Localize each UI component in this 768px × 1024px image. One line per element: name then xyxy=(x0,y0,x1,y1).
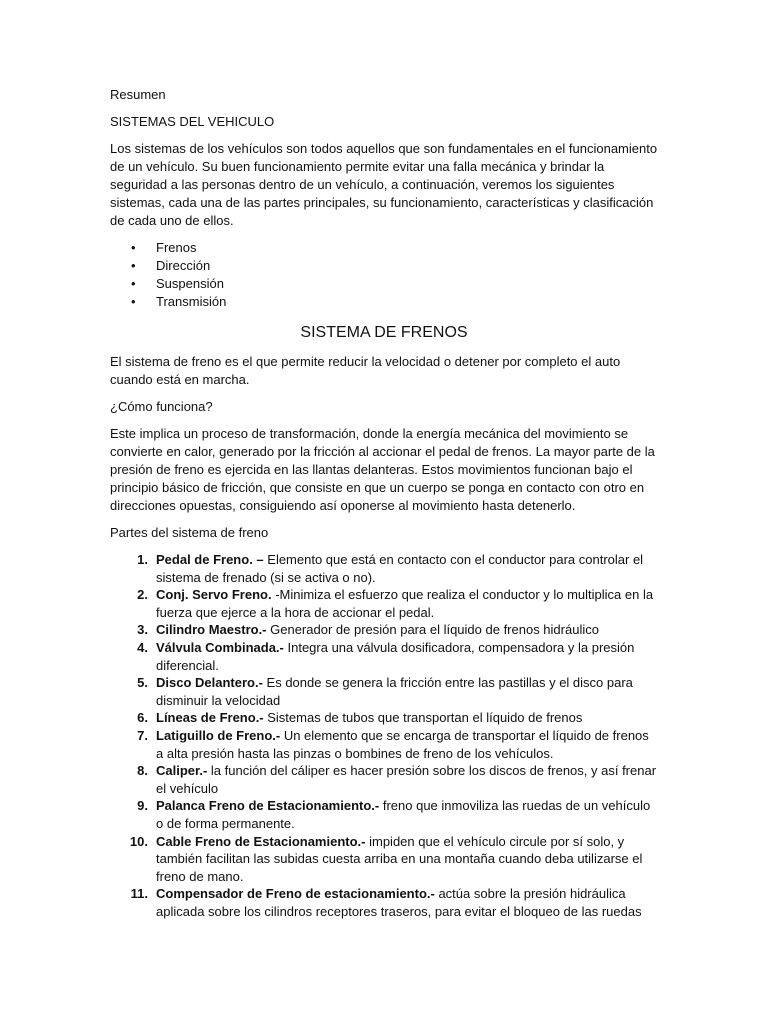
item-number: 9. xyxy=(137,798,148,814)
document-heading: SISTEMAS DEL VEHICULO xyxy=(110,114,275,129)
item-number: 10. xyxy=(129,833,148,849)
part-description: -Minimiza el esfuerzo que realiza el conductor y lo multiplica en la fuerza que ejerce a la hora de accionar el pedal. xyxy=(156,587,654,620)
list-item xyxy=(110,621,658,639)
part-term: Compensador de Freno de estacionamiento.- xyxy=(156,886,435,902)
list-item xyxy=(110,833,658,886)
bullet-icon: • xyxy=(131,294,136,309)
part-term: Líneas de Freno.- xyxy=(156,710,264,726)
list-item xyxy=(110,885,658,920)
part-term: Palanca Freno de Estacionamiento.- xyxy=(156,798,380,814)
section-intro-paragraph: El sistema de freno es el que permite reducir la velocidad o detener por completo el auto cuando está en marcha. xyxy=(110,354,621,387)
part-description: freno que inmoviliza las ruedas de un vehículo o de forma permanente. xyxy=(156,798,651,831)
item-number: 4. xyxy=(137,639,148,655)
part-term: Latiguillo de Freno.- xyxy=(156,727,281,743)
bullet-icon: • xyxy=(131,258,136,273)
part-description: Integra una válvula dosificadora, compensadora y la presión diferencial. xyxy=(156,639,635,673)
list-item xyxy=(110,293,658,311)
item-number: 5. xyxy=(137,675,148,691)
item-number: 3. xyxy=(137,622,148,638)
part-term: Pedal de Freno. – xyxy=(156,552,264,567)
item-number: 8. xyxy=(137,763,148,779)
list-item xyxy=(110,239,658,257)
part-description: impiden que el vehículo circule por sí solo, y también facilitan las subidas cuesta arriba en una montaña cuando deba utilizarse el freno de mano. xyxy=(156,833,643,884)
system-name: Transmisión xyxy=(156,294,227,309)
list-item xyxy=(110,727,658,762)
bullet-icon: • xyxy=(131,276,136,291)
part-description: Generador de presión para el líquido de frenos hidráulico xyxy=(266,622,599,638)
part-term: Conj. Servo Freno. xyxy=(156,587,272,603)
list-item xyxy=(110,275,658,293)
how-heading: ¿Cómo funciona? xyxy=(110,399,213,414)
list-item xyxy=(110,551,658,586)
parts-heading: Partes del sistema de freno xyxy=(110,525,269,540)
part-description: Es donde se genera la fricción entre las pastillas y el disco para disminuir la velocidad xyxy=(156,675,633,708)
part-description: Sistemas de tubos que transportan el líquido de frenos xyxy=(263,710,583,726)
part-description: la función del cáliper es hacer presión sobre los discos de frenos, y así frenar el vehículo xyxy=(156,763,657,796)
section-title: SISTEMA DE FRENOS xyxy=(300,324,468,341)
bullet-icon: • xyxy=(131,240,136,255)
how-paragraph: Este implica un proceso de transformación, donde la energía mecánica del movimiento se convierte en calor, generado por la fricción al accionar el pedal de frenos. La mayor parte de la presión de freno es ejercida en las llantas delanteras. Estos movimientos funcionan bajo el principio básico de fricción, que consiste en que un cuerpo se ponga en contacto con otro en direcciones opuestas, consiguiendo así oponerse al movimiento hasta detenerlo. xyxy=(110,426,655,513)
item-number: 1. xyxy=(137,552,148,567)
list-item xyxy=(110,674,658,709)
part-term: Caliper.- xyxy=(156,763,208,779)
part-description: Un elemento que se encarga de transportar el líquido de frenos a alta presión hasta las pinzas o bombines de freno de los vehículos. xyxy=(156,727,649,761)
part-term: Cilindro Maestro.- xyxy=(156,622,267,638)
item-number: 6. xyxy=(137,710,148,726)
parts-list xyxy=(110,551,658,920)
list-item xyxy=(110,639,658,674)
system-name: Frenos xyxy=(156,240,197,255)
part-term: Disco Delantero.- xyxy=(156,675,263,691)
part-term: Cable Freno de Estacionamiento.- xyxy=(156,833,366,849)
list-item xyxy=(110,762,658,797)
intro-paragraph: Los sistemas de los vehículos son todos aquellos que son fundamentales en el funcionamiento de un vehículo. Su buen funcionamiento permite evitar una falla mecánica y brindar la seguridad a las personas dentro de un vehículo, a continuación, veremos los siguientes sistemas, cada una de las partes principales, su funcionamiento, características y clasificación de cada uno de ellos. xyxy=(110,141,658,228)
part-term: Válvula Combinada.- xyxy=(156,639,284,655)
list-item xyxy=(110,257,658,275)
item-number: 11. xyxy=(130,886,148,902)
list-item xyxy=(110,797,658,832)
resumen-label: Resumen xyxy=(110,87,166,102)
list-item xyxy=(110,586,658,621)
part-description: actúa sobre la presión hidráulica aplicada sobre los cilindros receptores traseros, para evitar el bloqueo de las ruedas xyxy=(156,886,642,919)
item-number: 2. xyxy=(137,587,148,603)
item-number: 7. xyxy=(137,727,148,743)
document-page xyxy=(110,86,658,920)
system-name: Suspensión xyxy=(156,276,224,291)
list-item xyxy=(110,709,658,727)
system-name: Dirección xyxy=(156,258,211,273)
part-description: Elemento que está en contacto con el conductor para controlar el sistema de frenado (si se activa o no). xyxy=(156,552,644,585)
systems-list xyxy=(110,239,658,311)
